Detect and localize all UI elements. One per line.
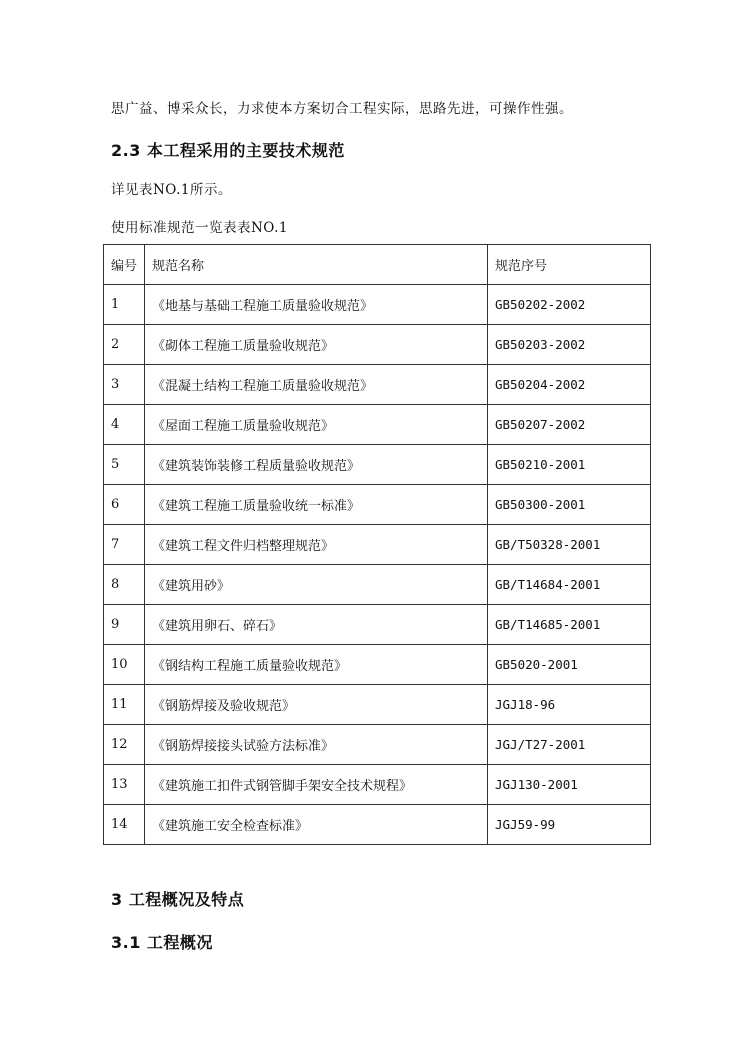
section-3-1-heading: 3.1 工程概况: [111, 933, 213, 952]
table-row: [104, 285, 651, 325]
row-number-cell: 11: [104, 685, 145, 725]
row-number-cell: 4: [104, 405, 145, 445]
header-cell-name: 规范名称: [145, 245, 488, 285]
standard-name-cell: 《钢结构工程施工质量验收规范》: [145, 645, 488, 685]
table-row: [104, 565, 651, 605]
row-number-cell: 5: [104, 445, 145, 485]
standard-code-cell: JGJ59-99: [488, 805, 651, 845]
standard-code-cell: GB50207-2002: [488, 405, 651, 445]
row-number-cell: 9: [104, 605, 145, 645]
standard-code-cell: JGJ18-96: [488, 685, 651, 725]
header-cell-code: 规范序号: [488, 245, 651, 285]
section-2-3-heading: 2.3 本工程采用的主要技术规范: [111, 141, 345, 160]
standard-code-cell: JGJ130-2001: [488, 765, 651, 805]
table-row: [104, 325, 651, 365]
standard-name-cell: 《地基与基础工程施工质量验收规范》: [145, 285, 488, 325]
standard-code-cell: GB50210-2001: [488, 445, 651, 485]
row-number-cell: 8: [104, 565, 145, 605]
row-number-cell: 10: [104, 645, 145, 685]
header-cell-number: 编号: [104, 245, 145, 285]
standard-name-cell: 《建筑工程施工质量验收统一标准》: [145, 485, 488, 525]
standard-code-cell: GB50203-2002: [488, 325, 651, 365]
standard-code-cell: GB/T14685-2001: [488, 605, 651, 645]
standard-name-cell: 《建筑用卵石、碎石》: [145, 605, 488, 645]
standard-code-cell: GB50300-2001: [488, 485, 651, 525]
row-number-cell: 13: [104, 765, 145, 805]
row-number-cell: 1: [104, 285, 145, 325]
table-row: [104, 525, 651, 565]
table-row: [104, 365, 651, 405]
table-row: [104, 645, 651, 685]
table-row: [104, 685, 651, 725]
standard-code-cell: GB/T14684-2001: [488, 565, 651, 605]
row-number-cell: 3: [104, 365, 145, 405]
standard-name-cell: 《屋面工程施工质量验收规范》: [145, 405, 488, 445]
table-row: [104, 725, 651, 765]
table-row: [104, 765, 651, 805]
standard-code-cell: GB50202-2002: [488, 285, 651, 325]
row-number-cell: 12: [104, 725, 145, 765]
row-number-cell: 2: [104, 325, 145, 365]
standard-code-cell: GB5020-2001: [488, 645, 651, 685]
standard-code-cell: GB/T50328-2001: [488, 525, 651, 565]
standard-name-cell: 《混凝土结构工程施工质量验收规范》: [145, 365, 488, 405]
standard-code-cell: GB50204-2002: [488, 365, 651, 405]
row-number-cell: 14: [104, 805, 145, 845]
standards-table: [103, 244, 651, 845]
table-row: [104, 485, 651, 525]
standard-name-cell: 《建筑施工扣件式钢管脚手架安全技术规程》: [145, 765, 488, 805]
table-row: [104, 605, 651, 645]
row-number-cell: 6: [104, 485, 145, 525]
table-body: [104, 285, 651, 845]
intro-paragraph-line: 思广益、博采众长，力求使本方案切合工程实际，思路先进，可操作性强。: [111, 101, 573, 117]
table-row: [104, 405, 651, 445]
section-3-heading: 3 工程概况及特点: [111, 890, 245, 909]
table-row: [104, 445, 651, 485]
standard-name-cell: 《建筑工程文件归档整理规范》: [145, 525, 488, 565]
standard-name-cell: 《建筑用砂》: [145, 565, 488, 605]
standard-name-cell: 《建筑装饰装修工程质量验收规范》: [145, 445, 488, 485]
table-reference-note: 详见表NO.1所示。: [111, 182, 232, 198]
standard-code-cell: JGJ/T27-2001: [488, 725, 651, 765]
table-header-row: [104, 245, 651, 285]
table-caption: 使用标准规范一览表表NO.1: [111, 220, 288, 236]
standard-name-cell: 《建筑施工安全检查标准》: [145, 805, 488, 845]
standard-name-cell: 《钢筋焊接及验收规范》: [145, 685, 488, 725]
standard-name-cell: 《砌体工程施工质量验收规范》: [145, 325, 488, 365]
standard-name-cell: 《钢筋焊接接头试验方法标准》: [145, 725, 488, 765]
row-number-cell: 7: [104, 525, 145, 565]
table-row: [104, 805, 651, 845]
